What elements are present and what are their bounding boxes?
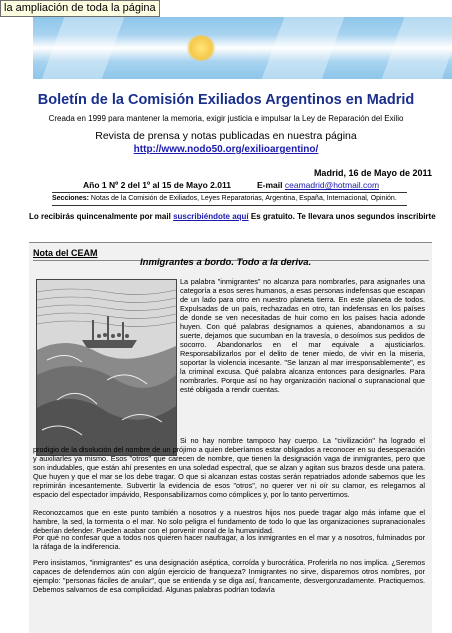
divider bbox=[52, 192, 407, 193]
subtitle: Revista de prensa y notas publicadas en nuestra página bbox=[95, 130, 357, 142]
divider bbox=[52, 205, 407, 206]
article-paragraph: Reconozcamos que en este punto también a nosotros y a nuestros hijos nos puede tragar algo más infame que el hambre, la sed, la tormenta o el mar. No solo peligra el fundamento de todo lo que las organizaciones supranacionales deberían defender. Pueden acabar con el porvenir moral de la humanidad. bbox=[33, 508, 425, 535]
subscribe-link[interactable]: suscribiéndote aquí bbox=[173, 212, 249, 221]
subscribe-promo bbox=[29, 212, 436, 221]
page-title: Boletín de la Comisión Exiliados Argentinos en Madrid bbox=[37, 92, 415, 108]
created-note: Creada en 1999 para mantener la memoria, exigir justicia e impulsar la Ley de Reparación del Exilio bbox=[48, 114, 404, 123]
issue-number: Año 1 Nº 2 del 1º al 15 de Mayo 2.011 bbox=[83, 180, 231, 190]
section-heading: Nota del CEAM bbox=[33, 248, 98, 258]
article-paragraph: Por qué no confesar que a todos nos quieren hacer naufragar, a los inmigrantes en el mar y a nosotros, fulminados por la ráfaga de la indiferencia. bbox=[33, 533, 425, 551]
article-heading: Inmigrantes a bordo. Todo a la deriva. bbox=[140, 257, 312, 268]
flag-banner-image bbox=[33, 17, 452, 79]
email-label: E-mail bbox=[257, 180, 283, 190]
site-link[interactable]: http://www.nodo50.org/exilioargentino/ bbox=[133, 144, 319, 155]
promo-text-after: Es gratuito. Te llevara unos segundos inscribirte bbox=[250, 212, 436, 221]
sun-of-may-icon bbox=[186, 35, 216, 61]
email-line bbox=[257, 180, 379, 190]
shipwreck-etching-image bbox=[36, 279, 177, 456]
email-link[interactable]: ceamadrid@hotmail.com bbox=[284, 180, 380, 190]
sections-line bbox=[52, 195, 397, 202]
issue-date: Madrid, 16 de Mayo de 2011 bbox=[313, 168, 432, 178]
article-paragraph: La palabra "inmigrantes" no alcanza para nombrarles, para asignarles una categoría a esos seres humanos, a esas personas indefensas que escapan de un lado para otro en nuestro planeta tierra. En este planeta de todos. Expulsadas de un país, rechazadas en otro, tan indefensas en los países de donde se ven necesitadas de huir como en los países hacia adonde huyen. Con qué palabras designamos a quienes, abandonamos a su suerte, dejamos que sucumban en la travesía, o desoímos sus pedidos de socorro. Abandonarlos en el mar equivale a ajusticiarlos. Responsabilizarlos por el delito de tener miedo, de vivir en la miseria, soportar la violencia incesante. "Se lanzan al mar irresponsablemente", es la criminal excusa. Qué palabra alcanza entonces para designarles. Para nombrarles. Porque así no hay organización nacional o supranacional que esté obligada a rendir cuentas. bbox=[180, 277, 425, 394]
sections-label: Secciones: bbox=[52, 195, 89, 202]
sections-list: Notas de la Comisión de Exiliados, Leyes Reparatorias, Argentina, España, Internacional, Opinión. bbox=[90, 195, 397, 202]
tooltip: la ampliación de toda la página bbox=[0, 0, 160, 17]
promo-text: Lo recibirás quincenalmente por mail bbox=[29, 212, 171, 221]
article-paragraph: Pero insistamos, "inmigrantes" es una designación aséptica, corroída y burocrática. Proferirla no nos implica. ¿Seremos capaces de defendernos aún con algún ejercicio de franqueza? Inmigrantes no sirve, disparemos otros nombres, por ejemplo: "personas fáciles de anular", que se entienda y se diga así, francamente, desvergonzadamente. Practiquemos. Debemos salvarnos de esa complicidad. Algunas palabras podrían todavía bbox=[33, 558, 425, 594]
article-paragraph: Si no hay nombre tampoco hay cuerpo. La "civilización" ha logrado el prodigio de la disolución del nombre de un prójimo a quien deberíamos estar obligados a reconocer en su desesperación y auxiliarles ya mismo. Esos "otros" que carecen de nombre, que tienen la designación vaga de inmigrantes, pero que son indudables, que están ahí presentes en una soledad espectral, que se alzan y agitan sus brazos desde una patera. Que huyen y que el mar se los debe tragar. O que si alcanzan estas costas serán repatriados adonde sabemos que les reprimirán incesantemente. Subvertir la evidencia de esos "otros", no querer ver ni oír su clamor, es relegarnos al espacio del espectador impávido, Responsabilizarnos como cómplices y, por lo tanto pervertirnos. bbox=[33, 436, 425, 499]
